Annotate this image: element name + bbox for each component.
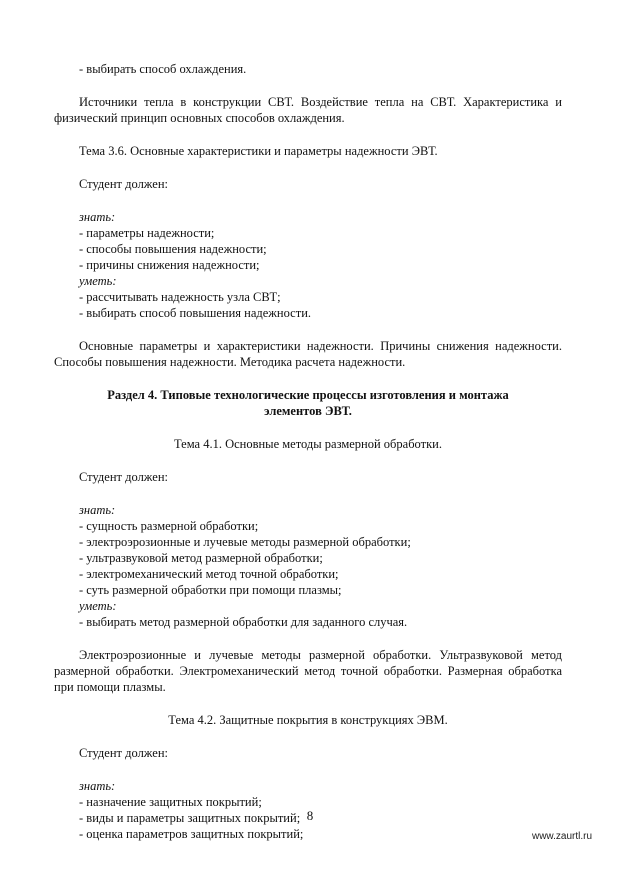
student-must-label: Студент должен: — [79, 746, 168, 760]
list-item: - суть размерной обработки при помощи плазмы; — [79, 583, 342, 597]
list-item: - ультразвуковой метод размерной обработки; — [79, 551, 323, 565]
able-label: уметь: — [79, 599, 117, 613]
list-item: - рассчитывать надежность узла СВТ; — [79, 290, 281, 304]
topic-heading: Тема 4.1. Основные методы размерной обработки. — [173, 437, 442, 451]
list-item: - выбирать метод размерной обработки для заданного случая. — [79, 615, 408, 629]
list-item: - способы повышения надежности; — [79, 242, 267, 256]
list-item: - электромеханический метод точной обработки; — [79, 567, 339, 581]
topic-heading: Тема 3.6. Основные характеристики и параметры надежности ЭВТ. — [79, 144, 438, 158]
able-label: уметь: — [79, 274, 117, 288]
know-label: знать: — [79, 779, 116, 793]
list-item: - сущность размерной обработки; — [79, 519, 259, 533]
topic-heading: Тема 4.2. Защитные покрытия в конструкциях ЭВМ. — [168, 713, 448, 727]
list-item: - назначение защитных покрытий; — [79, 795, 262, 809]
paragraph: Источники тепла в конструкции СВТ. Воздействие тепла на СВТ. Характеристика и физический принцип основных способов охлаждения. — [54, 95, 562, 125]
page-content — [54, 61, 562, 842]
know-label: знать: — [79, 503, 116, 517]
list-item: - параметры надежности; — [79, 226, 215, 240]
paragraph: Основные параметры и характеристики надежности. Причины снижения надежности. Способы повышения надежности. Методика расчета надежности. — [54, 339, 562, 369]
student-must-label: Студент должен: — [79, 177, 168, 191]
list-item: - причины снижения надежности; — [79, 258, 260, 272]
student-must-label: Студент должен: — [79, 470, 168, 484]
know-label: знать: — [79, 210, 116, 224]
section-heading: Раздел 4. Типовые технологические процессы изготовления и монтажа элементов ЭВТ. — [107, 388, 509, 418]
list-item: - оценка параметров защитных покрытий; — [79, 827, 304, 841]
list-item: - выбирать способ охлаждения. — [79, 62, 247, 76]
list-item: - выбирать способ повышения надежности. — [79, 306, 312, 320]
watermark: www.zaurtl.ru — [531, 831, 592, 842]
list-item: - виды и параметры защитных покрытий; — [79, 811, 301, 825]
page-number: 8 — [306, 808, 314, 823]
list-item: - электроэрозионные и лучевые методы размерной обработки; — [79, 535, 411, 549]
paragraph: Электроэрозионные и лучевые методы размерной обработки. Ультразвуковой метод размерной обработки. Электромеханический метод точной обработки. Размерная обработка при помощи плазмы. — [54, 648, 562, 694]
